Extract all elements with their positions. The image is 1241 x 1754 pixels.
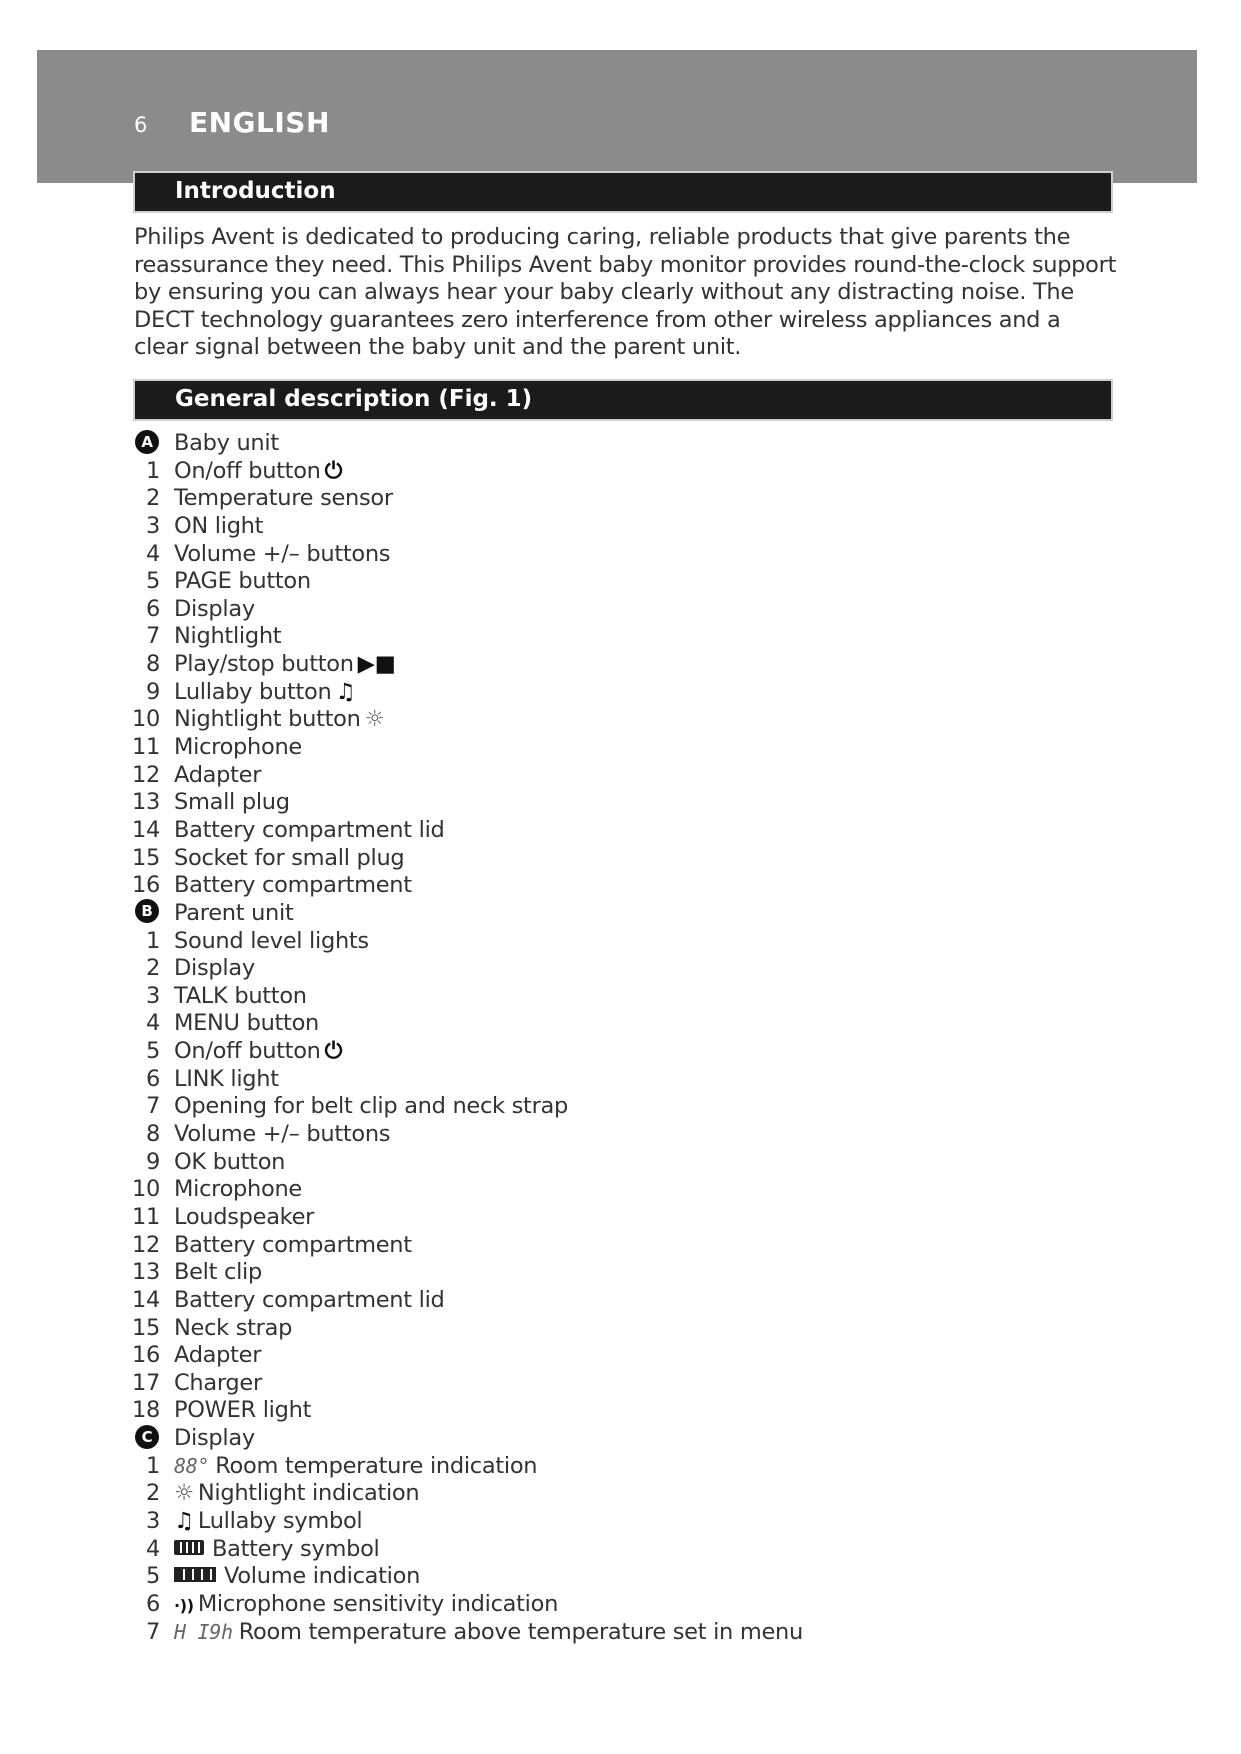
letter-a-badge: A [135,430,159,454]
group-a-header [130,430,1030,458]
list-item: 3 TALK button [145,982,307,1009]
list-item: 18 POWER light [131,1397,312,1424]
list-item: 6 LINK light [145,1065,279,1092]
parts-list [130,430,1030,1646]
group-b-title: Parent unit [174,899,294,926]
list-item: 14 Battery compartment lid [131,1286,445,1313]
letter-b-badge: B [135,899,159,923]
list-item: 10 Microphone [131,1176,302,1203]
list-item: 5 Volume indication [145,1563,421,1590]
letter-c-badge: C [135,1425,159,1449]
list-item: 8 Play/stop button ▶■ [145,651,396,678]
general-description-heading [135,381,1111,419]
high-segment-icon: H I9h [174,1619,233,1644]
group-a-title: Baby unit [174,430,279,456]
list-item: 17 Charger [131,1369,262,1396]
lullaby-icon: ♫ [174,1507,194,1534]
battery-icon [174,1540,204,1555]
general-description-heading-text: General description (Fig. 1) [175,386,533,412]
list-item: 1 Sound level lights [145,927,369,954]
introduction-heading-text: Introduction [175,178,336,204]
group-b-header [130,900,1030,928]
list-item: 9 OK button [145,1148,286,1175]
list-item: 14 Battery compartment lid [131,816,445,843]
list-item: 6 ·)) Microphone sensitivity indication [145,1590,559,1617]
microphone-sensitivity-icon: ·)) [174,1595,194,1615]
list-item: 7 Nightlight [145,623,282,650]
list-item: 9 Lullaby button ♫ [145,678,356,705]
page-number: 6 [134,113,148,137]
list-item: 5 PAGE button [145,568,311,595]
temperature-segment-icon: 88° [174,1453,210,1478]
group-c-title: Display [174,1425,255,1452]
list-item: 2 Display [145,955,255,982]
list-item: 4 Volume +/– buttons [145,540,391,567]
power-icon: ⏻ [324,457,343,484]
list-item: 16 Adapter [131,1342,262,1369]
nightlight-icon: ☼ [174,1480,194,1507]
list-item: 3 ON light [145,512,264,539]
list-item: 2 Temperature sensor [145,485,393,512]
list-item: 15 Socket for small plug [131,844,405,871]
introduction-heading [135,173,1111,211]
list-item: 10 Nightlight button ☼ [131,706,385,733]
list-item: 1 88° Room temperature indication [145,1452,538,1479]
list-item: 7 Opening for belt clip and neck strap [145,1093,568,1120]
list-item: 8 Volume +/– buttons [145,1121,391,1148]
group-c-header [130,1425,1030,1453]
introduction-paragraph: Philips Avent is dedicated to producing caring, reliable products that give parents the reassurance they need. This Philips Avent baby monitor provides round-the-clock support by ensuring you can always hear your baby clearly without any distracting noise. The DECT technology guarantees zero interference from other wireless appliances and a clear signal between the baby unit and the parent unit. [134,224,1117,361]
lullaby-icon: ♫ [335,678,356,705]
list-item: 12 Battery compartment [131,1231,412,1258]
list-item: 11 Microphone [131,734,302,761]
list-item: 16 Battery compartment [131,872,412,899]
list-item: 5 On/off button ⏻ [145,1038,343,1065]
power-icon: ⏻ [324,1038,343,1065]
nightlight-icon: ☼ [364,706,385,733]
list-item: 6 Display [145,595,255,622]
list-item: 3 ♫ Lullaby symbol [145,1507,363,1534]
list-item: 4 Battery symbol [145,1535,380,1562]
volume-bars-icon [174,1567,216,1582]
list-item: 1 On/off button ⏻ [145,457,343,484]
list-item: 15 Neck strap [131,1314,293,1341]
list-item: 7 H I9h Room temperature above temperature set in menu [145,1618,803,1645]
list-item: 11 Loudspeaker [131,1203,315,1230]
play-stop-icon: ▶■ [357,651,396,678]
list-item: 13 Belt clip [131,1259,262,1286]
list-item: 4 MENU button [145,1010,319,1037]
list-item: 2 ☼ Nightlight indication [145,1480,420,1507]
list-item: 12 Adapter [131,761,262,788]
language-title: ENGLISH [189,106,330,139]
list-item: 13 Small plug [131,789,290,816]
